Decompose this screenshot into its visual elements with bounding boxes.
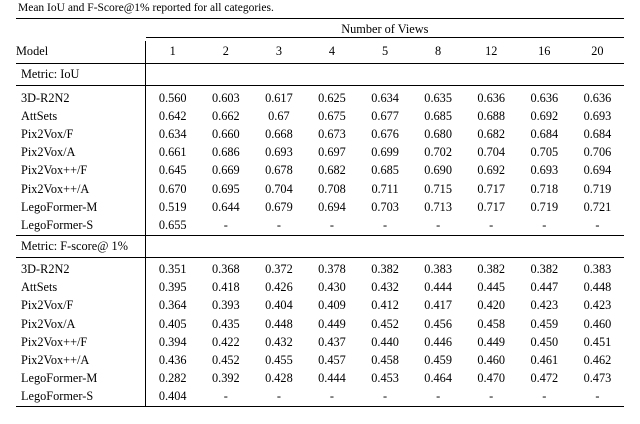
cell-value: 0.455 [265,353,293,368]
cell-value: 0.428 [265,371,293,386]
cell-value: 0.460 [477,353,506,368]
iou-sep-9 [571,64,624,86]
table-row [16,261,624,279]
cell-value: 0.705 [530,145,559,160]
column-header-row [16,41,624,64]
cell-value: 0.682 [318,163,346,178]
row-model-name: AttSets [21,280,58,295]
cell-value: 0.685 [424,108,452,123]
view-header-4: 4 [328,44,336,58]
cell-value: 0.695 [211,181,240,196]
row-model-name: 3D-R2N2 [21,262,70,277]
cell-value: 0.420 [477,298,506,313]
view-header-8: 8 [435,44,442,58]
cell-value: 0.704 [265,181,293,196]
cell-value: 0.458 [477,316,506,331]
cell-value: 0.432 [265,334,293,349]
row-model-name: Pix2Vox/F [21,298,74,313]
cell-value: 0.417 [424,298,452,313]
cell-value: 0.435 [211,316,240,331]
cell-value: 0.458 [371,353,399,368]
cell-value: - [436,389,441,404]
cell-value: 0.684 [530,126,559,141]
cell-value: 0.677 [371,108,399,123]
cell-value: 0.430 [318,280,346,295]
cell-value: 0.678 [265,163,293,178]
bottom-rule-9 [571,407,624,408]
cell-value: 0.694 [318,199,346,214]
cell-value: - [223,389,228,404]
section-header-fscore [16,235,624,257]
cell-value: 0.67 [268,108,290,123]
cell-value: 0.444 [424,280,452,295]
bottom-rule-2 [199,407,252,408]
iou-sep-3 [252,64,305,86]
cell-value: 0.634 [371,90,399,105]
cell-value: 0.644 [211,199,240,214]
cell-value: 0.472 [530,371,559,386]
cell-value: 0.519 [146,198,200,216]
table-row [16,388,624,407]
cell-value: 0.405 [146,315,200,333]
table-row [16,107,624,125]
fscore-sep-4 [305,235,358,257]
cell-value: 0.680 [424,126,452,141]
cell-value: 0.636 [530,90,559,105]
cell-value: 0.457 [318,353,346,368]
cell-value: 0.451 [583,334,612,349]
cell-value: 0.452 [371,316,399,331]
cell-value: 0.625 [318,90,346,105]
cell-value: 0.692 [477,163,506,178]
results-table [16,18,624,407]
iou-sep-4 [305,64,358,86]
cell-value: 0.694 [583,163,612,178]
cell-value: - [276,217,281,232]
metric-label-iou: Metric: IoU [16,64,146,86]
cell-value: 0.634 [146,125,200,143]
row-model-name: Pix2Vox/F [21,126,74,141]
cell-value: 0.693 [583,108,612,123]
fscore-sep-6 [412,235,465,257]
cell-value: 0.459 [424,353,452,368]
cell-value: - [276,389,281,404]
cell-value: 0.717 [477,181,506,196]
cell-value: 0.711 [371,181,399,196]
fscore-sep-8 [518,235,571,257]
cell-value: 0.699 [371,145,399,160]
row-model-name: 3D-R2N2 [21,90,70,105]
cell-value: 0.444 [318,371,346,386]
row-model-name: AttSets [21,108,58,123]
table-row [16,89,624,107]
cell-value: 0.636 [583,90,612,105]
cell-value: 0.662 [211,108,240,123]
cell-value: 0.660 [211,126,240,141]
bottom-rule-1 [146,407,200,408]
number-of-views-label: Number of Views [341,22,429,36]
cell-value: 0.423 [530,298,559,313]
bottom-rule-5 [359,407,412,408]
table-row [16,315,624,333]
cell-value: 0.636 [477,90,506,105]
bottom-rule-model [16,407,146,408]
iou-sep-2 [199,64,252,86]
cell-value: 0.715 [424,181,452,196]
cell-value: 0.670 [146,180,200,198]
cell-value: 0.461 [530,353,559,368]
cell-value: 0.351 [146,261,200,279]
fscore-sep-5 [359,235,412,257]
cell-value: 0.382 [530,262,559,277]
table-row [16,162,624,180]
cell-value: - [223,217,228,232]
cell-value: - [383,389,388,404]
cell-value: 0.673 [318,126,346,141]
cell-value: - [329,217,335,232]
cell-value: 0.645 [146,162,200,180]
cell-value: 0.721 [583,199,612,214]
view-header-5: 5 [381,44,389,58]
cell-value: - [436,217,441,232]
cell-value: 0.675 [318,108,346,123]
row-model-name: Pix2Vox/A [21,145,76,160]
cell-value: 0.378 [318,262,346,277]
table-row [16,279,624,297]
cell-value: 0.418 [211,280,240,295]
row-model-name: Pix2Vox/A [21,316,76,331]
cell-value: 0.459 [530,316,559,331]
cell-value: 0.382 [371,262,399,277]
bottom-rule-4 [305,407,358,408]
iou-sep-7 [465,64,518,86]
cell-value: 0.718 [530,181,559,196]
cell-value: 0.669 [211,163,240,178]
bottom-rule-6 [412,407,465,408]
cell-value: 0.393 [211,298,240,313]
cell-value: 0.449 [477,334,506,349]
cell-value: 0.436 [146,351,200,369]
cell-value: 0.617 [265,90,293,105]
model-column-header: Model [16,44,49,58]
cell-value: 0.382 [477,262,506,277]
cell-value: 0.655 [146,216,200,235]
cell-value: 0.394 [146,333,200,351]
cell-value: 0.642 [146,107,200,125]
bottom-rule-3 [252,407,305,408]
cell-value: 0.383 [424,262,452,277]
fscore-sep-3 [252,235,305,257]
table-row [16,333,624,351]
cell-value: 0.470 [477,371,506,386]
view-header-2: 2 [222,44,229,58]
cell-value: 0.448 [265,316,293,331]
cell-value: 0.404 [146,388,200,407]
cell-value: - [329,389,335,404]
cell-value: - [595,389,600,404]
metric-label-fscore: Metric: F-score@ 1% [16,235,146,257]
table-row [16,144,624,162]
table-row [16,198,624,216]
cell-value: 0.661 [146,144,200,162]
cell-value: 0.460 [583,316,612,331]
iou-sep-6 [412,64,465,86]
cell-value: 0.692 [530,108,559,123]
fscore-sep-9 [571,235,624,257]
cell-value: 0.719 [530,199,559,214]
cell-value: 0.703 [371,199,399,214]
cell-value: 0.717 [477,199,506,214]
cell-value: 0.437 [318,334,346,349]
row-model-name: Pix2Vox++/F [21,334,88,349]
section-header-iou [16,64,624,86]
cell-value: - [542,217,547,232]
cell-value: 0.422 [211,334,240,349]
view-header-12: 12 [485,44,498,58]
cell-value: 0.702 [424,145,452,160]
row-model-name: LegoFormer-M [21,199,98,214]
cell-value: 0.412 [371,298,399,313]
cell-value: - [489,217,494,232]
cell-value: 0.372 [265,262,293,277]
cell-value: 0.603 [211,90,240,105]
cell-value: 0.448 [583,280,612,295]
number-of-views-header [146,19,624,42]
cell-value: 0.464 [424,371,452,386]
cell-value: 0.706 [583,145,612,160]
table-row [16,180,624,198]
cell-value: 0.409 [318,298,346,313]
table-row [16,216,624,235]
row-model-name: LegoFormer-S [21,389,94,404]
row-model-name: Pix2Vox++/F [21,163,88,178]
cell-value: 0.423 [583,298,612,313]
cell-value: - [489,389,494,404]
cell-value: 0.452 [211,353,240,368]
cell-value: 0.697 [318,145,346,160]
cell-value: 0.368 [211,262,240,277]
cell-value: 0.668 [265,126,293,141]
view-header-3: 3 [275,44,282,58]
iou-sep-8 [518,64,571,86]
cell-value: 0.679 [265,199,293,214]
cell-value: 0.445 [477,280,506,295]
row-model-name: Pix2Vox++/A [21,353,90,368]
view-header-1: 1 [146,41,200,64]
row-model-name: Pix2Vox++/A [21,181,90,196]
fscore-sep-7 [465,235,518,257]
table-top-rule [16,19,624,42]
row-model-name: LegoFormer-S [21,217,94,232]
cell-value: 0.560 [146,89,200,107]
iou-sep-1 [146,64,200,86]
table-row [16,370,624,388]
cell-value: - [383,217,388,232]
top-rule-model-cell [16,19,146,42]
views-header-underline [146,37,624,38]
cell-value: 0.449 [318,316,346,331]
table-body [16,19,624,408]
fscore-sep-1 [146,235,200,257]
cell-value: 0.693 [530,163,559,178]
table-row [16,351,624,369]
cell-value: 0.426 [265,280,293,295]
table-row [16,125,624,143]
cell-value: 0.446 [424,334,452,349]
cell-value: 0.708 [318,181,346,196]
cell-value: 0.450 [530,334,559,349]
bottom-rule-8 [518,407,571,408]
cell-value: 0.453 [371,371,399,386]
table-row [16,297,624,315]
cell-value: 0.282 [146,370,200,388]
cell-value: 0.690 [424,163,452,178]
cell-value: 0.432 [371,280,399,295]
table-bottom-rule [16,407,624,408]
cell-value: - [542,389,547,404]
cell-value: 0.704 [477,145,506,160]
cell-value: 0.685 [371,163,399,178]
row-model-name: LegoFormer-M [21,371,98,386]
fscore-sep-2 [199,235,252,257]
cell-value: - [595,217,600,232]
iou-sep-5 [359,64,412,86]
cell-value: 0.693 [265,145,293,160]
cell-value: 0.686 [211,145,240,160]
cell-value: 0.635 [424,90,452,105]
cell-value: 0.676 [371,126,399,141]
cell-value: 0.440 [371,334,399,349]
cell-value: 0.684 [583,126,612,141]
table-caption: Mean IoU and F-Score@1% reported for all categories. [18,2,274,14]
cell-value: 0.392 [211,371,240,386]
cell-value: 0.719 [583,181,612,196]
cell-value: 0.713 [424,199,452,214]
cell-value: 0.404 [265,298,293,313]
cell-value: 0.682 [477,126,506,141]
view-header-20: 20 [591,44,604,58]
bottom-rule-7 [465,407,518,408]
view-header-16: 16 [538,44,551,58]
cell-value: 0.462 [583,353,612,368]
cell-value: 0.383 [583,262,612,277]
cell-value: 0.364 [146,297,200,315]
cell-value: 0.395 [146,279,200,297]
cell-value: 0.473 [583,371,612,386]
cell-value: 0.447 [530,280,559,295]
cell-value: 0.456 [424,316,452,331]
cell-value: 0.688 [477,108,506,123]
